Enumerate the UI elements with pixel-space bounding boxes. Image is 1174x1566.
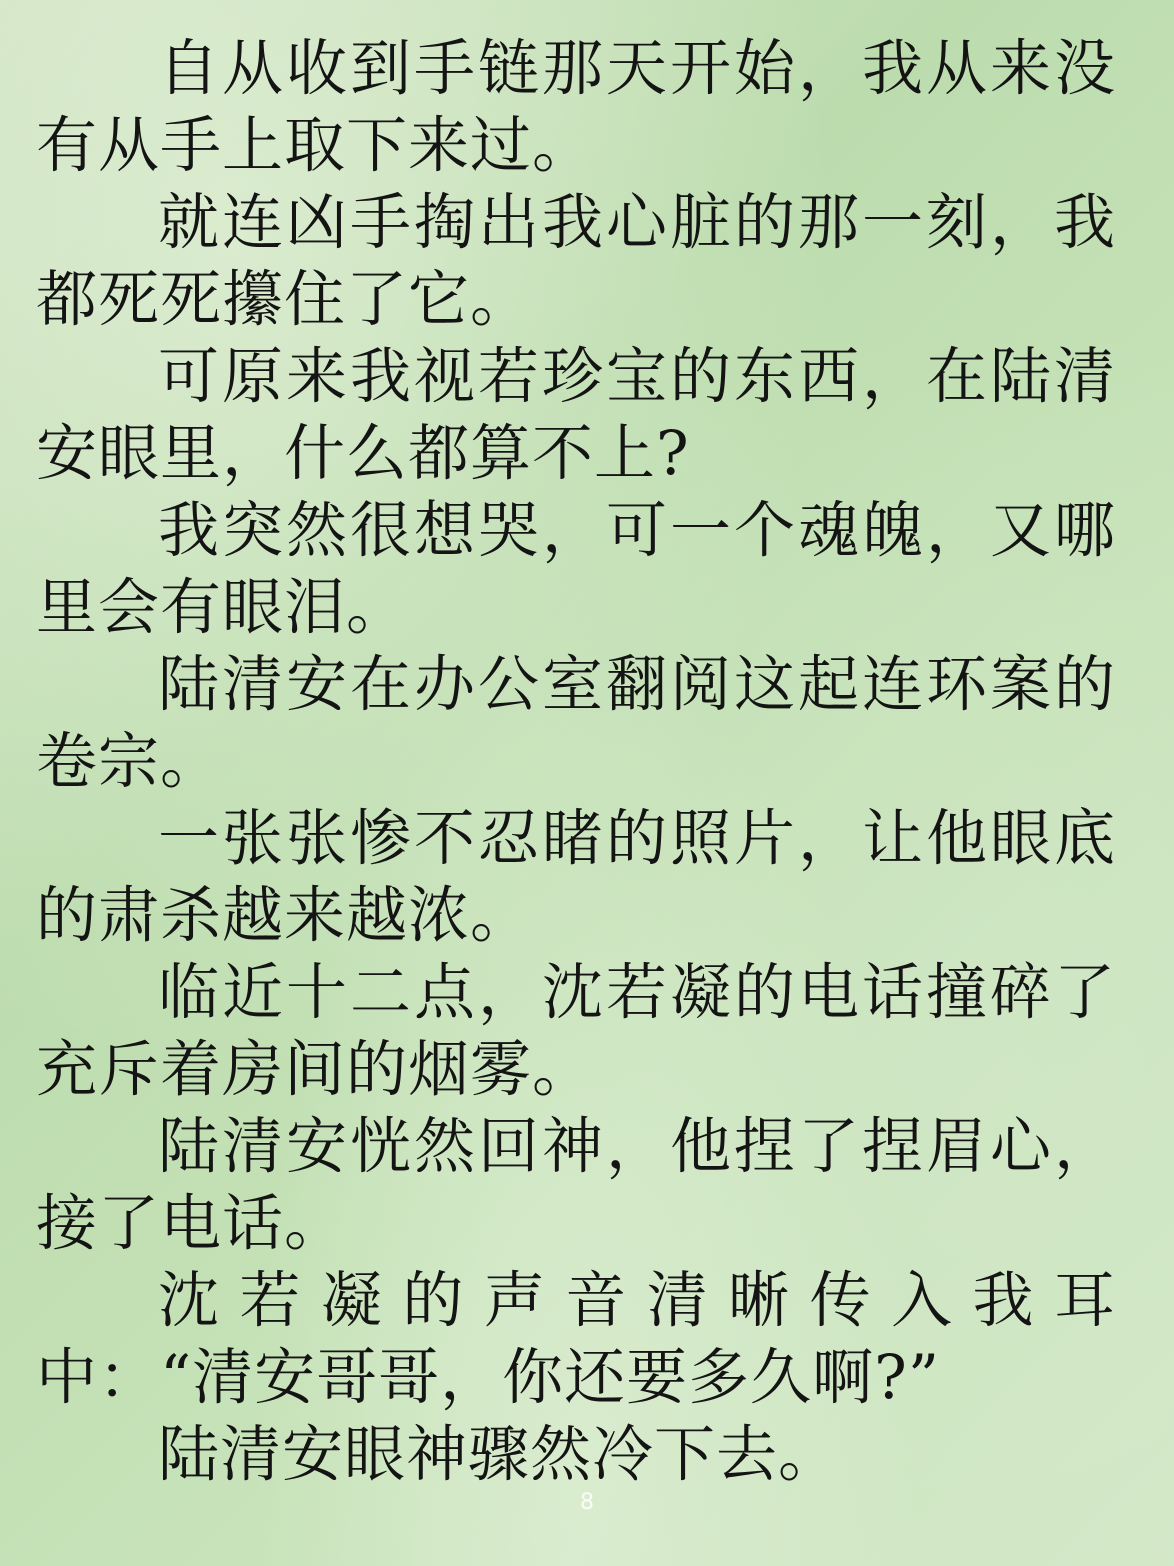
paragraph-10: 陆清安眼神骤然冷下去。 xyxy=(158,1419,841,1490)
paragraph-1: 自从收到手链那天开始，我从来没有从手上取下来过。 xyxy=(36,33,1116,181)
paragraph-3: 可原来我视若珍宝的东西，在陆清安眼里，什么都算不上? xyxy=(36,341,1116,489)
page-number: 8 xyxy=(580,1490,594,1515)
paragraph-5: 陆清安在办公室翻阅这起连环案的卷宗。 xyxy=(36,649,1116,797)
paragraph-9: 沈若凝的声音清晰传入我耳中：“清安哥哥，你还要多久啊?” xyxy=(36,1265,1116,1413)
body-text xyxy=(36,30,1116,1493)
paragraph-6: 一张张惨不忍睹的照片，让他眼底的肃杀越来越浓。 xyxy=(36,803,1116,951)
paragraph-8: 陆清安恍然回神，他捏了捏眉心，接了电话。 xyxy=(36,1111,1116,1259)
paragraph-2: 就连凶手掏出我心脏的那一刻，我都死死攥住了它。 xyxy=(36,187,1116,335)
paragraph-4: 我突然很想哭，可一个魂魄，又哪里会有眼泪。 xyxy=(36,495,1116,643)
paragraph-7: 临近十二点，沈若凝的电话撞碎了充斥着房间的烟雾。 xyxy=(36,957,1116,1105)
